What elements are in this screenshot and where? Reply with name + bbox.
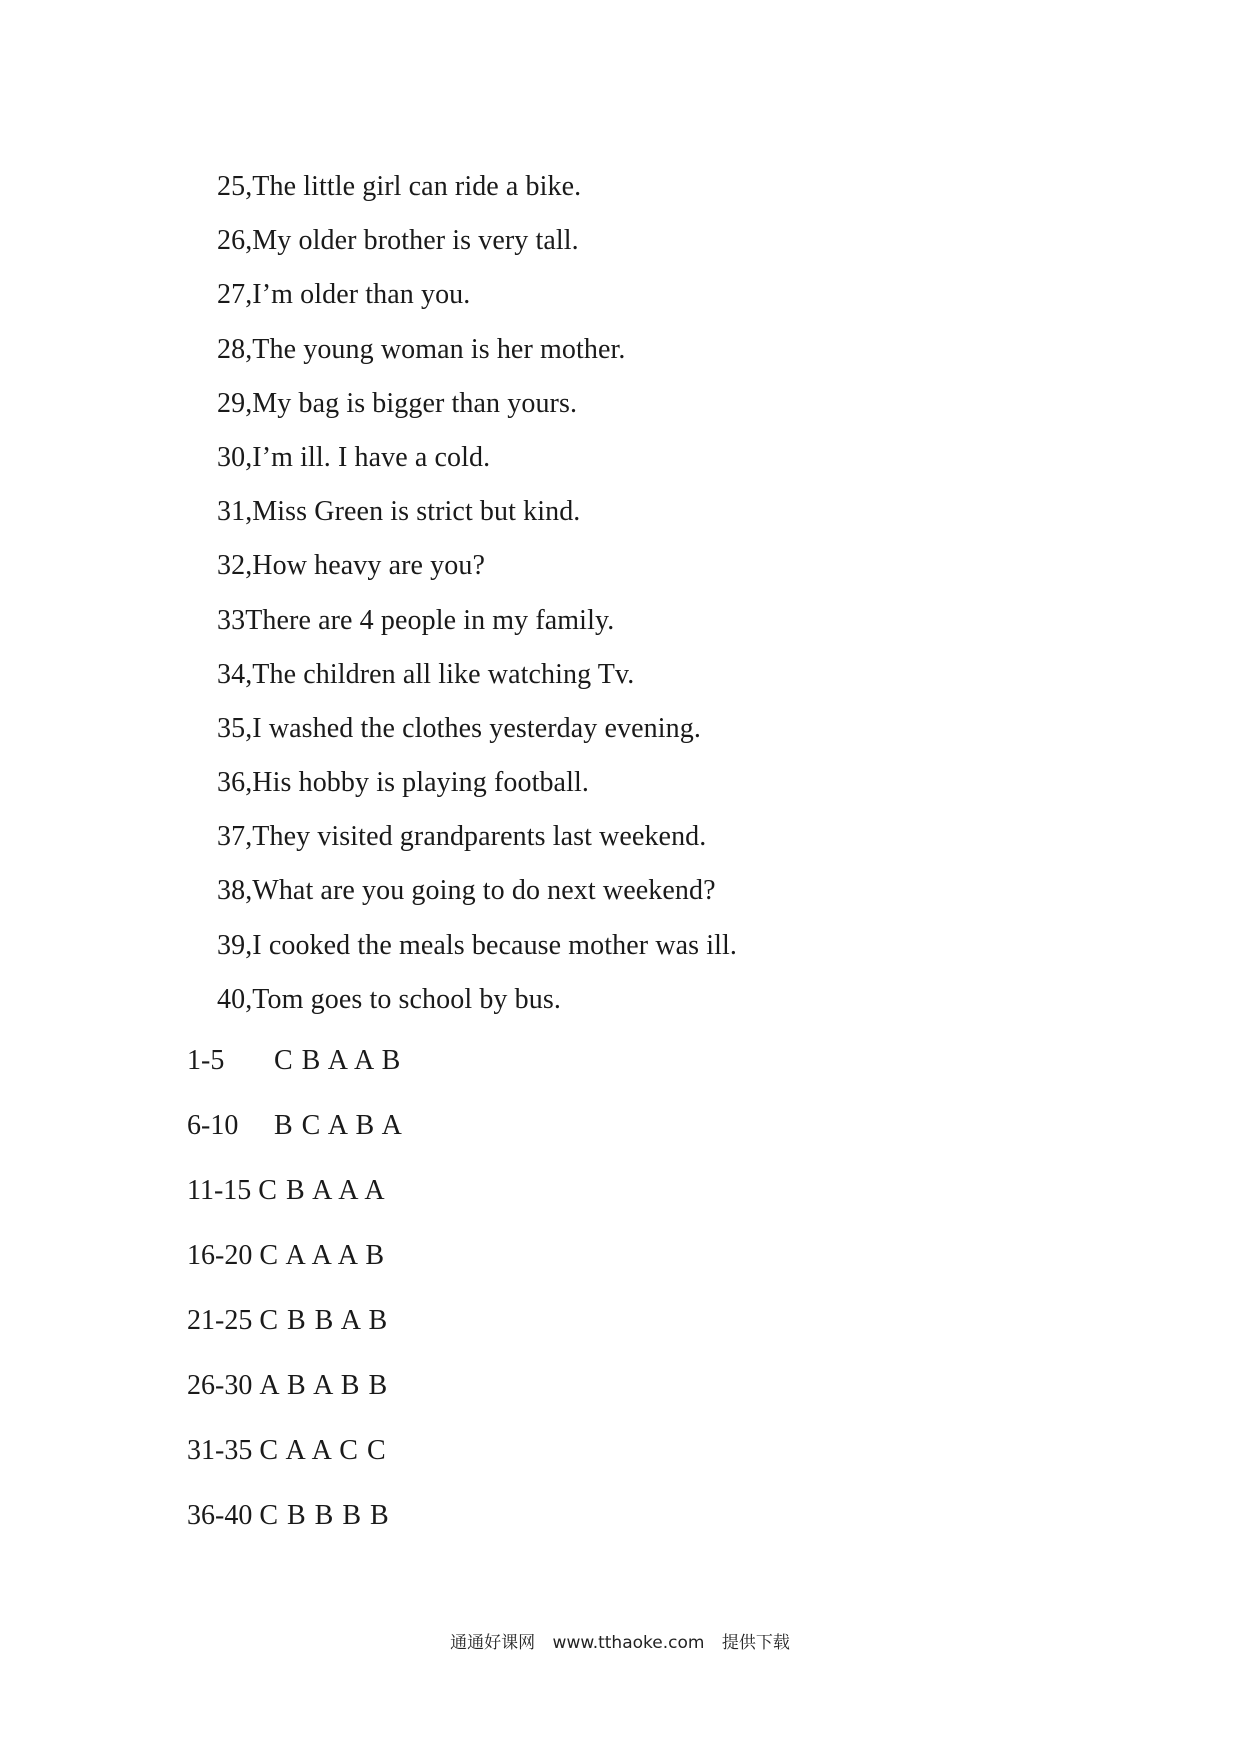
answer-keys: C A A C C: [259, 1435, 386, 1466]
sentence-item: 33There are 4 people in my family.: [217, 604, 615, 636]
answer-row: [187, 1028, 402, 1093]
footer-site-name: 通通好课网: [450, 1633, 536, 1653]
sentence-item: 29,My bag is bigger than yours.: [217, 387, 578, 419]
footer-note: 提供下载: [721, 1633, 790, 1653]
answer-range: 21-25: [187, 1305, 253, 1336]
sentence-item: 39,I cooked the meals because mother was ill.: [217, 929, 737, 961]
answer-range: 6-10: [187, 1110, 239, 1141]
answer-row: [187, 1353, 402, 1418]
answer-row: [187, 1418, 402, 1483]
sentence-item: 28,The young woman is her mother.: [217, 333, 626, 365]
answer-keys: C A A A B: [259, 1240, 385, 1271]
footer-url[interactable]: www.tthaoke.com: [552, 1633, 705, 1653]
sentence-item: 32,How heavy are you?: [217, 550, 486, 582]
sentence-item: 30,I’m ill. I have a cold.: [217, 441, 491, 473]
answer-keys: B C A B A: [274, 1110, 402, 1141]
answer-range: 11-15: [187, 1175, 252, 1206]
sentence-list: [217, 160, 737, 1027]
answer-row: [187, 1223, 402, 1288]
answer-row: [187, 1288, 402, 1353]
sentence-item: 27,I’m older than you.: [217, 279, 471, 311]
answer-row: [187, 1158, 402, 1223]
sentence-item: 40,Tom goes to school by bus.: [217, 983, 561, 1015]
sentence-item: 31,Miss Green is strict but kind.: [217, 496, 581, 528]
answer-range: 1-5: [187, 1045, 225, 1076]
sentence-item: 37,They visited grandparents last weekend.: [217, 821, 707, 853]
sentence-item: 35,I washed the clothes yesterday evening.: [217, 712, 701, 744]
answer-keys: A B A B B: [259, 1370, 388, 1401]
answer-range: 26-30: [187, 1370, 253, 1401]
answer-range: 31-35: [187, 1435, 253, 1466]
answer-row: [187, 1093, 402, 1158]
answer-keys: C B B A B: [259, 1305, 388, 1336]
sentence-item: 25,The little girl can ride a bike.: [217, 171, 582, 202]
answer-range: 16-20: [187, 1240, 253, 1271]
page-footer: [0, 1628, 1240, 1653]
sentence-item: 38,What are you going to do next weekend?: [217, 875, 716, 907]
sentence-item: 34,The children all like watching Tv.: [217, 658, 635, 690]
answer-key-list: [187, 1028, 402, 1548]
answer-keys: C B A A B: [274, 1045, 401, 1076]
sentence-item: 36,His hobby is playing football.: [217, 767, 589, 799]
answer-keys: C B B B B: [259, 1500, 389, 1531]
answer-row: [187, 1483, 402, 1548]
answer-range: 36-40: [187, 1500, 253, 1531]
sentence-item: 26,My older brother is very tall.: [217, 225, 579, 257]
answer-keys: C B A A A: [258, 1175, 385, 1206]
